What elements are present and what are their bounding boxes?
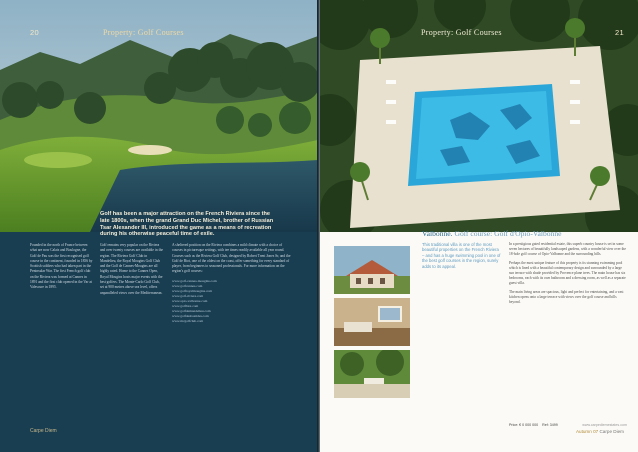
villa-exterior-thumb [334,246,410,294]
reference: Ref: 3499 [542,423,558,427]
property-subtitle: Golf course: Golf d'Opio-Valbonne [454,229,562,238]
property-title [422,229,562,238]
property-name: Valbonne. [422,229,453,238]
footer-issue: Autumn 07 [575,429,599,434]
description-paragraph: Perhaps the most unique feature of this property is its stunning swimming pool which is lined with a beautiful contemporary design and surrounded by a large sun terrace with shade provided by Provence plane trees. The main house has six bedrooms, each with its own bathroom and a dressing room, as well as a separate guest villa. [509,261,626,285]
description-paragraph: In a prestigious gated residential estate, this superb country house is set in some seven hectares of beautifully landscaped gardens, with a wonderful view over the 18-hole golf course of Opio-Valbonne and the surrounding hills. [509,242,626,256]
pull-quote: Golf has been a major attraction on the French Riviera since the late 1800s, when the grand Grand Duc Michel, brother of Russian Tsar Alexander III, introduced the game as a means of recreation during his otherwise peaceful time of exile. [100,211,274,238]
right-page [320,0,638,452]
link-item[interactable]: www.golfbiot.com [172,303,199,308]
property-teaser: This traditional villa is one of the most beautiful properties on the French Riviera – and has a huge swimming pool in one of the best golf courses in the region, surely adds to its appeal. [422,242,501,269]
article-column-3 [172,243,292,324]
website[interactable]: www.carpediemestates.com [582,423,627,427]
footer-publication: Carpe Diem [30,428,57,434]
link-item[interactable]: www.golfroyalmougins.com [172,288,213,293]
website-links [172,279,292,324]
column-text: Founded in the north of France between what are now Calais and Boulogne, the Golf de Pau was the first recognised golf course in the continent, founded in 1856 by Scottish soldiers who had taken part in the Peninsular War. The first French golf club on the Riviera was formed at Cannes in 1891 and the first club opened in the Var at Valescure in 1895. [30,243,93,290]
page-number: 21 [615,28,624,37]
left-page [0,0,318,452]
garden-terrace-thumb [334,350,410,398]
link-item[interactable]: www.golf-cannes-mougins.com [172,278,217,283]
description-paragraph: The main living areas are spacious, light and perfect for entertaining, and a vast kitchen opens onto a large terrace with views over the golf course and hills beyond. [509,290,624,304]
section-title: Property: Golf Courses [103,28,184,37]
section-title: Property: Golf Courses [421,28,502,37]
price: Price: € 0 000 000 [509,423,539,427]
link-item[interactable]: www.golfdemandelieu.com [172,308,211,313]
article-column-1 [30,243,93,291]
price-row [509,423,627,427]
column-text: Golf remains very popular on the Riviera and over twenty courses are available in the region. The Riviera Golf Club in Mandelieu, the Royal Mougins Golf Club and the Golf de Cannes-Mougins are all highly rated. Home to the Cannes Open, Royal Mougins hosts major events with the best golfers. The Monte-Carlo Golf Club, set at 900 metres above sea level, offers unparalleled views over the Mediterranean. [100,243,163,295]
article-column-2 [100,243,164,296]
link-item[interactable]: www.opio-valbonne.com [172,298,208,303]
link-item[interactable]: www.golf-riviera.com [172,293,204,298]
link-item[interactable]: www.golfcannes.com [172,283,203,288]
living-room-thumb [334,298,410,346]
page-number: 20 [30,28,39,37]
link-item[interactable]: www.golfdesbastides.com [172,313,209,318]
footer [576,429,624,434]
link-item[interactable]: www.mcgolfclub.com [172,318,204,323]
column-text: A sheltered position on the Riviera combines a mild climate with a choice of courses in picturesque settings, with tee times readily available all year round. Courses such as the Riviera Golf Club, designed by Robert Trent Jones Sr, and the Golf de Biot, one of the oldest on the coast, offer something for every standard of player, from beginners to seasoned professionals. For more information on the region's golf courses: [172,243,291,274]
property-thumbnails [334,246,410,402]
footer-publication: Carpe Diem [599,429,624,434]
property-description [509,242,627,309]
